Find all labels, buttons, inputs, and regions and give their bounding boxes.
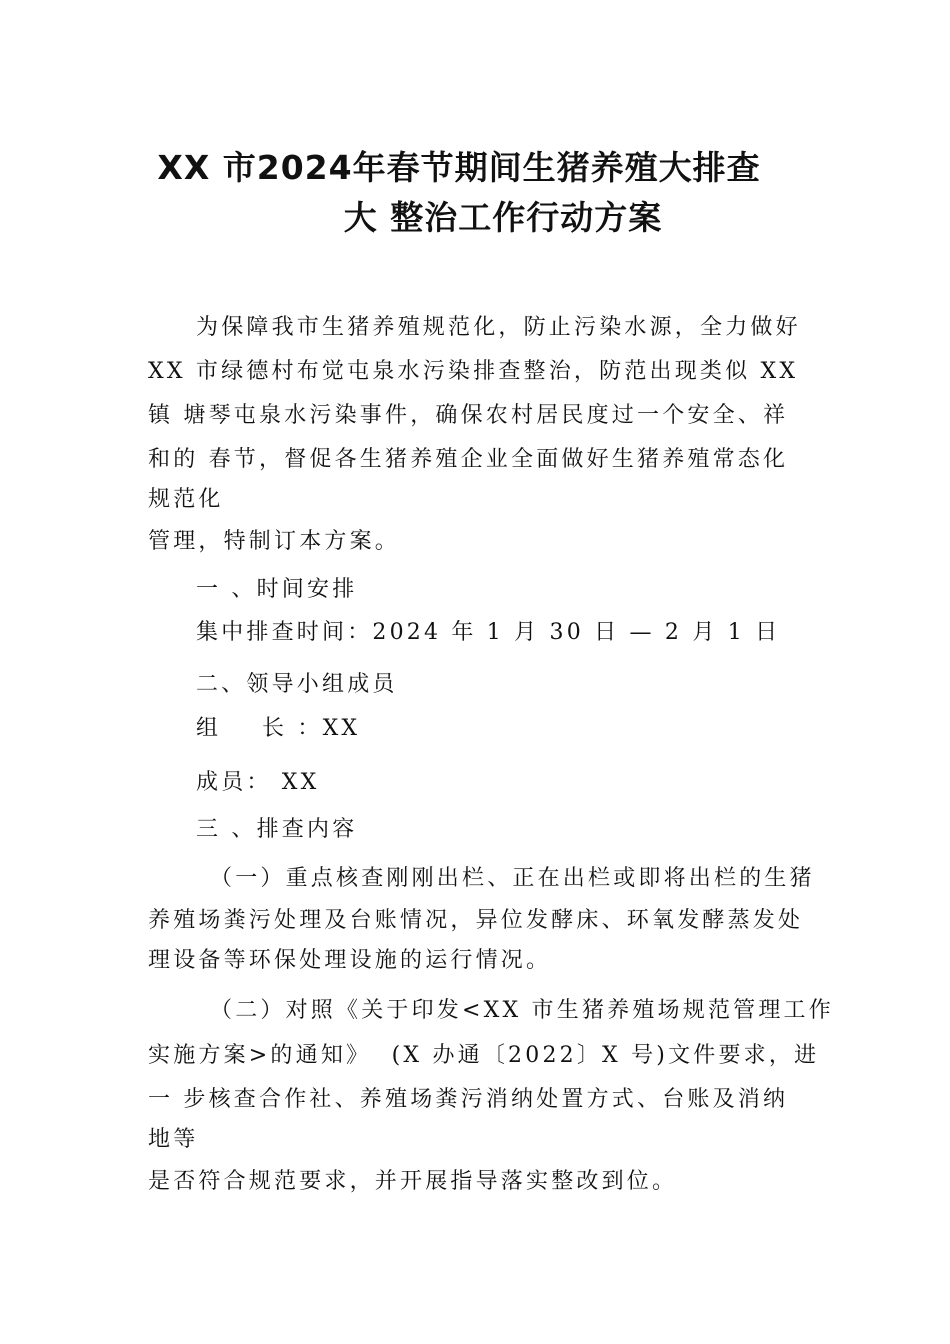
intro-line-5: 规范化: [148, 487, 224, 512]
item1-line-1: （一）重点核查刚刚出栏、正在出栏或即将出栏的生猪: [210, 866, 815, 891]
intro-line-1: 为保障我市生猪养殖规范化，防止污染水源，全力做好: [196, 315, 801, 340]
intro-line-2: XX 市绿德村布觉屯泉水污染排查整治，防范出现类似 XX: [148, 359, 799, 384]
item2-line-5: 是否符合规范要求，并开展指导落实整改到位。: [148, 1169, 678, 1194]
leader-line: 组 长 ：XX: [196, 716, 361, 741]
item2-line-3: 一 步核查合作社、养殖场粪污消纳处置方式、台账及消纳: [148, 1087, 789, 1112]
item1-line-3: 理设备等环保处理设施的运行情况。: [148, 948, 552, 973]
intro-line-4: 和的 春节，督促各生猪养殖企业全面做好生猪养殖常态化: [148, 447, 789, 472]
section-heading-leadership: 二、领导小组成员: [196, 672, 398, 697]
item2-line-4: 地等: [148, 1127, 199, 1152]
section-heading-content: 三 、排查内容: [196, 817, 358, 842]
time-arrangement-text: 集中排查时间：2024 年 1 月 30 日 — 2 月 1 日: [196, 620, 781, 645]
document-title-line-1: XX 市2024年春节期间生猪养殖大排查: [157, 148, 761, 187]
section-heading-time: 一 、时间安排: [196, 577, 358, 602]
intro-line-6: 管理，特制订本方案。: [148, 529, 401, 554]
intro-line-3: 镇 塘琴屯泉水污染事件，确保农村居民度过一个安全、祥: [148, 403, 789, 428]
document-title-line-2: 大 整治工作行动方案: [343, 198, 663, 237]
item2-line-1: （二）对照《关于印发<XX 市生猪养殖场规范管理工作: [210, 998, 834, 1023]
members-line: 成员： XX: [196, 770, 320, 795]
item2-line-2: 实施方案>的通知》 (X 办通〔2022〕X 号)文件要求，进: [148, 1043, 820, 1068]
item1-line-2: 养殖场粪污处理及台账情况，异位发酵床、环氧发酵蒸发处: [148, 908, 804, 933]
